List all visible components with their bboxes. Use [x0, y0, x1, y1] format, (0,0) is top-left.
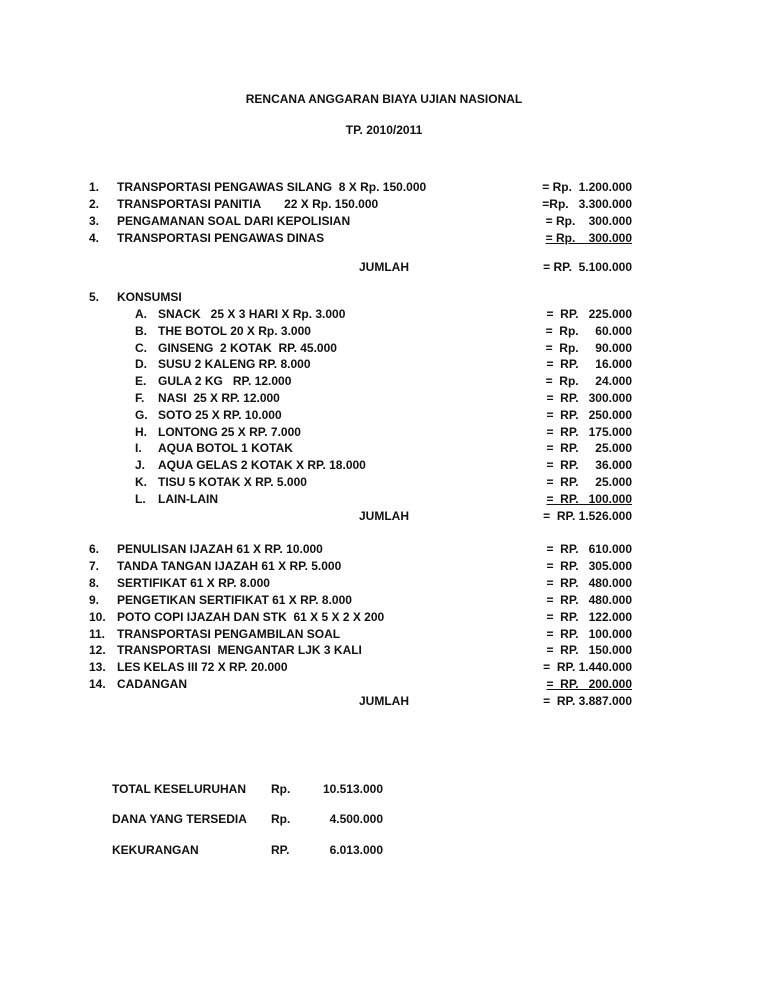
- item-number: 9.: [89, 593, 100, 607]
- item-amount: = Rp. 300.000: [545, 231, 632, 245]
- sub-item-amount: = RP. 25.000: [546, 441, 632, 455]
- sub-item-amount: = Rp. 24.000: [545, 374, 632, 388]
- sub-item-amount: = RP. 36.000: [546, 458, 632, 472]
- item-description: TRANSPORTASI PENGAWAS SILANG 8 X Rp. 150.000: [117, 180, 427, 194]
- sub-item-amount: = RP. 300.000: [546, 391, 632, 405]
- sub-item-description: AQUA BOTOL 1 KOTAK: [158, 441, 293, 455]
- item-number: 8.: [89, 576, 100, 590]
- document-title: RENCANA ANGGARAN BIAYA UJIAN NASIONAL: [245, 92, 523, 106]
- subtotal-label: JUMLAH: [359, 260, 409, 274]
- item-number: 3.: [89, 214, 100, 228]
- item-amount: = RP. 100.000: [546, 627, 632, 641]
- item-amount: =Rp. 3.300.000: [542, 197, 632, 211]
- sub-item-amount: = RP. 250.000: [546, 408, 632, 422]
- sub-item-description: SUSU 2 KALENG RP. 8.000: [158, 357, 311, 371]
- summary-label: TOTAL KESELURUHAN: [112, 782, 247, 796]
- sub-item-description: AQUA GELAS 2 KOTAK X RP. 18.000: [158, 458, 366, 472]
- item-number: 10.: [89, 610, 106, 624]
- sub-item-description: GULA 2 KG RP. 12.000: [158, 374, 292, 388]
- subtotal-label: JUMLAH: [359, 694, 409, 708]
- sub-item-letter: B.: [135, 324, 147, 338]
- item-description: TRANSPORTASI MENGANTAR LJK 3 KALI: [117, 643, 362, 657]
- summary-currency: RP.: [271, 843, 290, 857]
- item-number: 6.: [89, 542, 100, 556]
- item-amount: = RP. 480.000: [546, 576, 632, 590]
- item-amount: = RP. 480.000: [546, 593, 632, 607]
- summary-label: DANA YANG TERSEDIA: [112, 812, 247, 826]
- sub-item-letter: G.: [135, 408, 148, 422]
- item-amount: = RP. 305.000: [546, 559, 632, 573]
- sub-item-description: GINSENG 2 KOTAK RP. 45.000: [158, 341, 337, 355]
- sub-item-letter: A.: [135, 307, 147, 321]
- item-description: TRANSPORTASI PENGAWAS DINAS: [117, 231, 325, 245]
- sub-item-letter: D.: [135, 357, 147, 371]
- sub-item-description: THE BOTOL 20 X Rp. 3.000: [158, 324, 311, 338]
- sub-item-description: LAIN-LAIN: [158, 492, 218, 506]
- item-description: POTO COPI IJAZAH DAN STK 61 X 5 X 2 X 200: [117, 610, 385, 624]
- item-number: 11.: [89, 627, 106, 641]
- item-number: 13.: [89, 660, 106, 674]
- item-description: SERTIFIKAT 61 X RP. 8.000: [117, 576, 270, 590]
- sub-item-amount: = Rp. 60.000: [545, 324, 632, 338]
- item-number: 12.: [89, 643, 106, 657]
- sub-item-amount: = RP. 175.000: [546, 425, 632, 439]
- item-description: TRANSPORTASI PENGAMBILAN SOAL: [117, 627, 341, 641]
- subtotal-label: JUMLAH: [359, 509, 409, 523]
- summary-value: 4.500.000: [329, 812, 383, 826]
- item-description: TRANSPORTASI PANITIA 22 X Rp. 150.000: [117, 197, 379, 211]
- sub-item-letter: I.: [135, 441, 142, 455]
- sub-item-letter: L.: [135, 492, 146, 506]
- item-amount: = RP. 610.000: [546, 542, 632, 556]
- item-number: 1.: [89, 180, 100, 194]
- item-amount: = Rp. 1.200.000: [542, 180, 632, 194]
- sub-item-amount: = RP. 100.000: [546, 492, 632, 506]
- sub-item-amount: = Rp. 90.000: [545, 341, 632, 355]
- item-amount: = RP. 1.440.000: [543, 660, 632, 674]
- item-number: 7.: [89, 559, 100, 573]
- item-amount: = RP. 122.000: [546, 610, 632, 624]
- sub-item-letter: K.: [135, 475, 147, 489]
- sub-item-amount: = RP. 16.000: [546, 357, 632, 371]
- summary-currency: Rp.: [271, 812, 291, 826]
- item-description: PENGAMANAN SOAL DARI KEPOLISIAN: [117, 214, 351, 228]
- sub-item-letter: C.: [135, 341, 147, 355]
- item-description: TANDA TANGAN IJAZAH 61 X RP. 5.000: [117, 559, 342, 573]
- summary-value: 10.513.000: [322, 782, 383, 796]
- item-amount: = Rp. 300.000: [545, 214, 632, 228]
- sub-item-letter: J.: [135, 458, 146, 472]
- subtotal-amount: = RP. 5.100.000: [543, 260, 632, 274]
- sub-item-description: SNACK 25 X 3 HARI X Rp. 3.000: [158, 307, 346, 321]
- sub-item-description: SOTO 25 X RP. 10.000: [158, 408, 282, 422]
- section-heading: KONSUMSI: [117, 290, 182, 304]
- item-amount: = RP. 200.000: [546, 677, 632, 691]
- item-number: 5.: [89, 290, 100, 304]
- sub-item-amount: = RP. 225.000: [546, 307, 632, 321]
- summary-label: KEKURANGAN: [112, 843, 199, 857]
- item-amount: = RP. 150.000: [546, 643, 632, 657]
- item-description: PENGETIKAN SERTIFIKAT 61 X RP. 8.000: [117, 593, 352, 607]
- subtotal-amount: = RP. 3.887.000: [543, 694, 632, 708]
- summary-currency: Rp.: [271, 782, 291, 796]
- document-subtitle: TP. 2010/2011: [345, 123, 423, 137]
- item-description: LES KELAS III 72 X RP. 20.000: [117, 660, 288, 674]
- item-number: 14.: [89, 677, 106, 691]
- sub-item-amount: = RP. 25.000: [546, 475, 632, 489]
- sub-item-letter: E.: [135, 374, 147, 388]
- summary-value: 6.013.000: [329, 843, 383, 857]
- item-number: 2.: [89, 197, 100, 211]
- sub-item-description: NASI 25 X RP. 12.000: [158, 391, 280, 405]
- item-description: CADANGAN: [117, 677, 187, 691]
- subtotal-amount: = RP. 1.526.000: [543, 509, 632, 523]
- item-description: PENULISAN IJAZAH 61 X RP. 10.000: [117, 542, 323, 556]
- item-number: 4.: [89, 231, 100, 245]
- sub-item-description: LONTONG 25 X RP. 7.000: [158, 425, 301, 439]
- sub-item-description: TISU 5 KOTAK X RP. 5.000: [158, 475, 307, 489]
- sub-item-letter: F.: [135, 391, 145, 405]
- sub-item-letter: H.: [135, 425, 147, 439]
